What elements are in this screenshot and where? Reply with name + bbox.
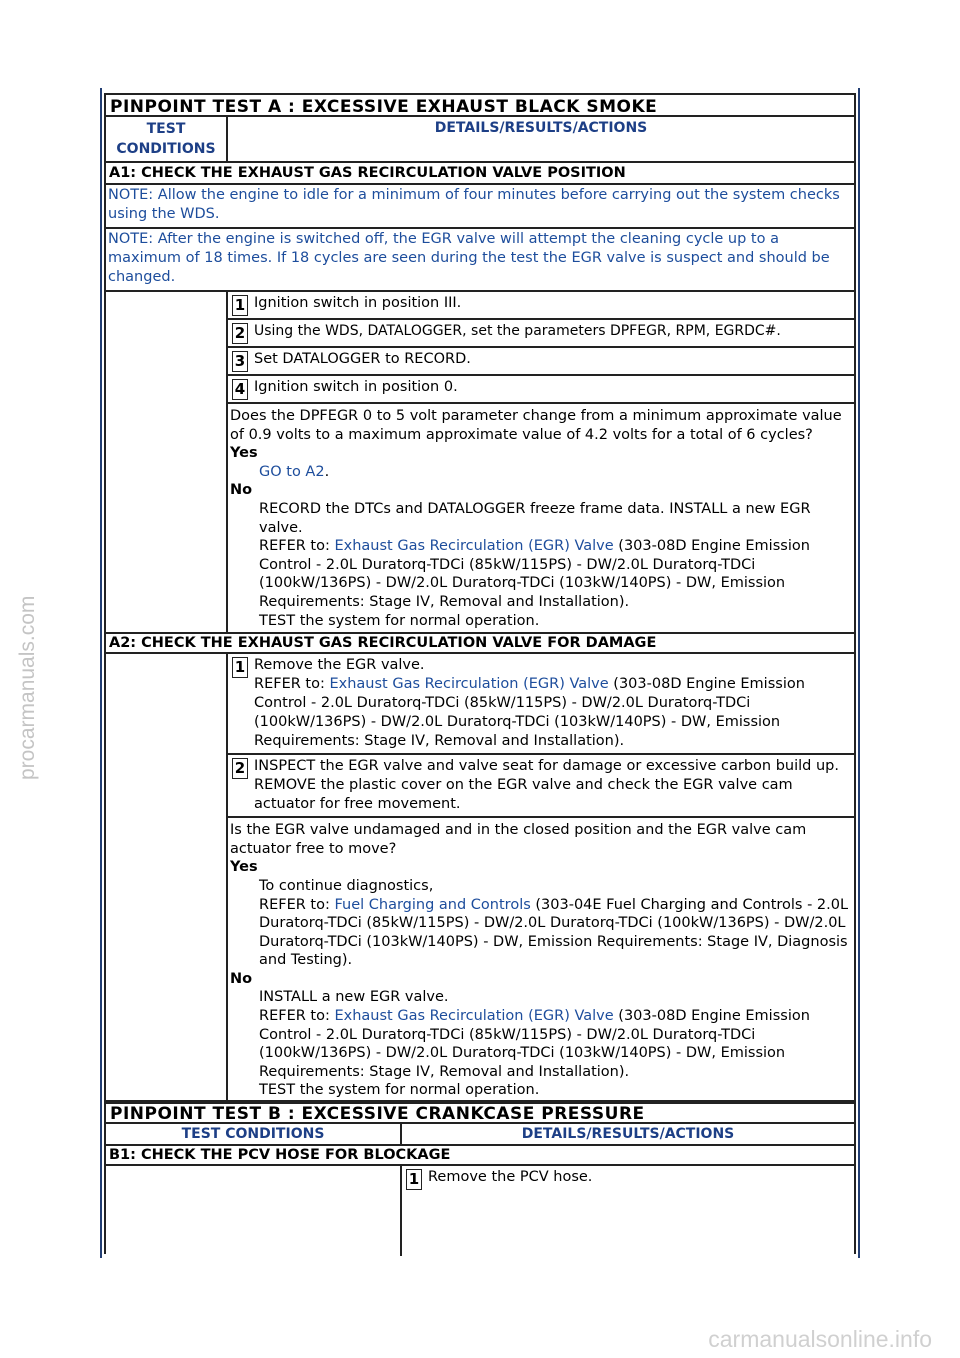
- pinpoint-test-b-table: [104, 1100, 856, 1254]
- substep-text: Ignition switch in position 0.: [254, 379, 458, 395]
- page-rule-left: [100, 88, 102, 1258]
- reference-details: (303-08D Engine Emission Control - 2.0L Duratorq-TDCi (85kW/115PS) - DW/2.0L Duratorq-TDCi (100kW/136PS) - DW/2.0L Duratorq-TDCi (103kW/140PS) - DW, Emission Requirements: Stage IV, Removal and Installation).: [259, 1008, 810, 1080]
- substep-text: Remove the PCV hose.: [428, 1169, 593, 1185]
- substep-a1-1: [228, 292, 854, 320]
- no-action-reference: [259, 537, 851, 611]
- page-rule-right: [858, 88, 860, 1258]
- no-action-line1: INSTALL a new EGR valve.: [259, 989, 449, 1006]
- side-watermark: [6, 555, 46, 785]
- substep-a2-2: [228, 755, 854, 818]
- substep-text: [254, 654, 854, 753]
- substep-a2-1-line1: Remove the EGR valve.: [254, 657, 425, 674]
- substep-a1-3: [228, 348, 854, 376]
- substep-a2-1: [228, 654, 854, 755]
- no-label: No: [230, 482, 253, 499]
- substep-a2-1-reference: [254, 675, 854, 751]
- step-number: 2: [232, 758, 248, 779]
- details-header: DETAILS/RESULTS/ACTIONS: [521, 1126, 735, 1142]
- no-action-reference: [259, 1007, 851, 1081]
- test-b-header-row: [106, 1124, 854, 1146]
- substep-text: Ignition switch in position III.: [254, 295, 462, 311]
- no-action: [230, 500, 851, 630]
- egr-valve-link[interactable]: Exhaust Gas Recirculation (EGR) Valve: [334, 538, 614, 555]
- pinpoint-test-a-table: [104, 93, 856, 1104]
- no-action: [230, 988, 851, 1100]
- test-conditions-cell: [106, 654, 228, 1102]
- substep-b1-1: [402, 1166, 854, 1192]
- step-a2-result-block: [228, 818, 854, 1102]
- substep-text: Set DATALOGGER to RECORD.: [254, 351, 471, 367]
- step-number: 3: [232, 351, 248, 372]
- step-a2-details: [228, 654, 854, 1102]
- step-b1-body: [106, 1166, 854, 1256]
- step-a1-question: Does the DPFEGR 0 to 5 volt parameter change from a minimum approximate value of 0.9 volts to a maximum approximate value of 4.2 volts for a total of 6 cycles?: [230, 408, 842, 443]
- step-b1-heading: B1: CHECK THE PCV HOSE FOR BLOCKAGE: [106, 1146, 854, 1166]
- substep-a1-2: [228, 320, 854, 348]
- bottom-watermark: carmanualsonline.info: [708, 1326, 932, 1352]
- step-a2-body: [106, 654, 854, 1102]
- fuel-charging-link[interactable]: Fuel Charging and Controls: [334, 896, 531, 913]
- step-number: 1: [232, 657, 248, 678]
- no-action-test: TEST the system for normal operation.: [259, 1082, 540, 1099]
- refer-to-text: REFER to:: [259, 1008, 335, 1025]
- test-b-title: PINPOINT TEST B : EXCESSIVE CRANKCASE PRESSURE: [106, 1102, 854, 1124]
- step-a2-question: Is the EGR valve undamaged and in the closed position and the EGR valve cam actuator free to move?: [230, 822, 807, 857]
- yes-action-line1: To continue diagnostics,: [259, 877, 434, 894]
- test-a-header-row: [106, 117, 854, 163]
- no-label: No: [230, 970, 253, 987]
- step-b1-details: [402, 1166, 854, 1256]
- substep-text: Using the WDS, DATALOGGER, set the parameters DPFEGR, RPM, EGRDC#.: [254, 323, 781, 339]
- step-a1-result-block: [228, 404, 854, 632]
- test-conditions-cell: [106, 292, 228, 632]
- note-idle: NOTE: Allow the engine to idle for a minimum of four minutes before carrying out the system checks using the WDS.: [106, 185, 854, 229]
- note-egr-cleaning: NOTE: After the engine is switched off, the EGR valve will attempt the cleaning cycle up to a maximum of 18 times. If 18 cycles are seen during the test the EGR valve is suspect and should be changed.: [106, 229, 854, 292]
- step-a1-body: [106, 292, 854, 634]
- step-number: 2: [232, 323, 248, 344]
- egr-valve-link[interactable]: Exhaust Gas Recirculation (EGR) Valve: [329, 676, 609, 693]
- reference-details: (303-08D Engine Emission Control - 2.0L Duratorq-TDCi (85kW/115PS) - DW/2.0L Duratorq-TDCi (100kW/136PS) - DW/2.0L Duratorq-TDCi (103kW/140PS) - DW, Emission Requirements: Stage IV, Removal and Installation).: [254, 676, 805, 750]
- test-conditions-header: [106, 117, 228, 161]
- step-number: 1: [232, 295, 248, 316]
- step-number: 1: [406, 1169, 422, 1190]
- yes-label: Yes: [230, 859, 258, 876]
- go-to-a2-link[interactable]: GO to A2: [259, 463, 325, 480]
- test-conditions-header-line1: TEST: [146, 121, 186, 137]
- egr-valve-link[interactable]: Exhaust Gas Recirculation (EGR) Valve: [334, 1008, 614, 1025]
- substep-text: INSPECT the EGR valve and valve seat for damage or excessive carbon build up. REMOVE the plastic cover on the EGR valve and check the EGR valve cam actuator for free movement.: [254, 758, 839, 813]
- step-a1-heading: A1: CHECK THE EXHAUST GAS RECIRCULATION VALVE POSITION: [106, 163, 854, 185]
- no-action-line1: RECORD the DTCs and DATALOGGER freeze frame data. INSTALL a new EGR valve.: [259, 500, 811, 536]
- side-watermark-text: procarmanuals.com: [16, 595, 39, 780]
- yes-action: [230, 877, 851, 970]
- test-conditions-cell: [106, 1166, 402, 1256]
- no-action-test: TEST the system for normal operation.: [259, 612, 540, 629]
- step-a1-details: [228, 292, 854, 632]
- yes-action: [230, 463, 851, 482]
- reference-details: (303-08D Engine Emission Control - 2.0L Duratorq-TDCi (85kW/115PS) - DW/2.0L Duratorq-TDCi (100kW/136PS) - DW/2.0L Duratorq-TDCi (103kW/140PS) - DW, Emission Requirements: Stage IV, Removal and Installation).: [259, 538, 810, 610]
- step-number: 4: [232, 379, 248, 400]
- details-header: DETAILS/RESULTS/ACTIONS: [434, 120, 648, 136]
- test-a-title: PINPOINT TEST A : EXCESSIVE EXHAUST BLACK SMOKE: [106, 95, 854, 117]
- substep-a1-4: [228, 376, 854, 404]
- test-conditions-header: TEST CONDITIONS: [106, 1124, 402, 1144]
- refer-to-text: REFER to:: [259, 538, 335, 555]
- test-conditions-header-line2: CONDITIONS: [116, 141, 216, 157]
- yes-action-period: .: [324, 463, 330, 480]
- reference-details: (303-04E Fuel Charging and Controls - 2.0L Duratorq-TDCi (85kW/115PS) - DW/2.0L Duratorq-TDCi (100kW/136PS) - DW/2.0L Duratorq-TDCi (103kW/140PS) - DW, Emission Requirements: Stage IV, Diagnosis and Testing).: [259, 896, 849, 969]
- yes-label: Yes: [230, 445, 258, 462]
- step-a2-heading: A2: CHECK THE EXHAUST GAS RECIRCULATION VALVE FOR DAMAGE: [106, 634, 854, 654]
- refer-to-text: REFER to:: [254, 676, 330, 693]
- refer-to-text: REFER to:: [259, 896, 335, 913]
- yes-action-reference: [259, 896, 851, 970]
